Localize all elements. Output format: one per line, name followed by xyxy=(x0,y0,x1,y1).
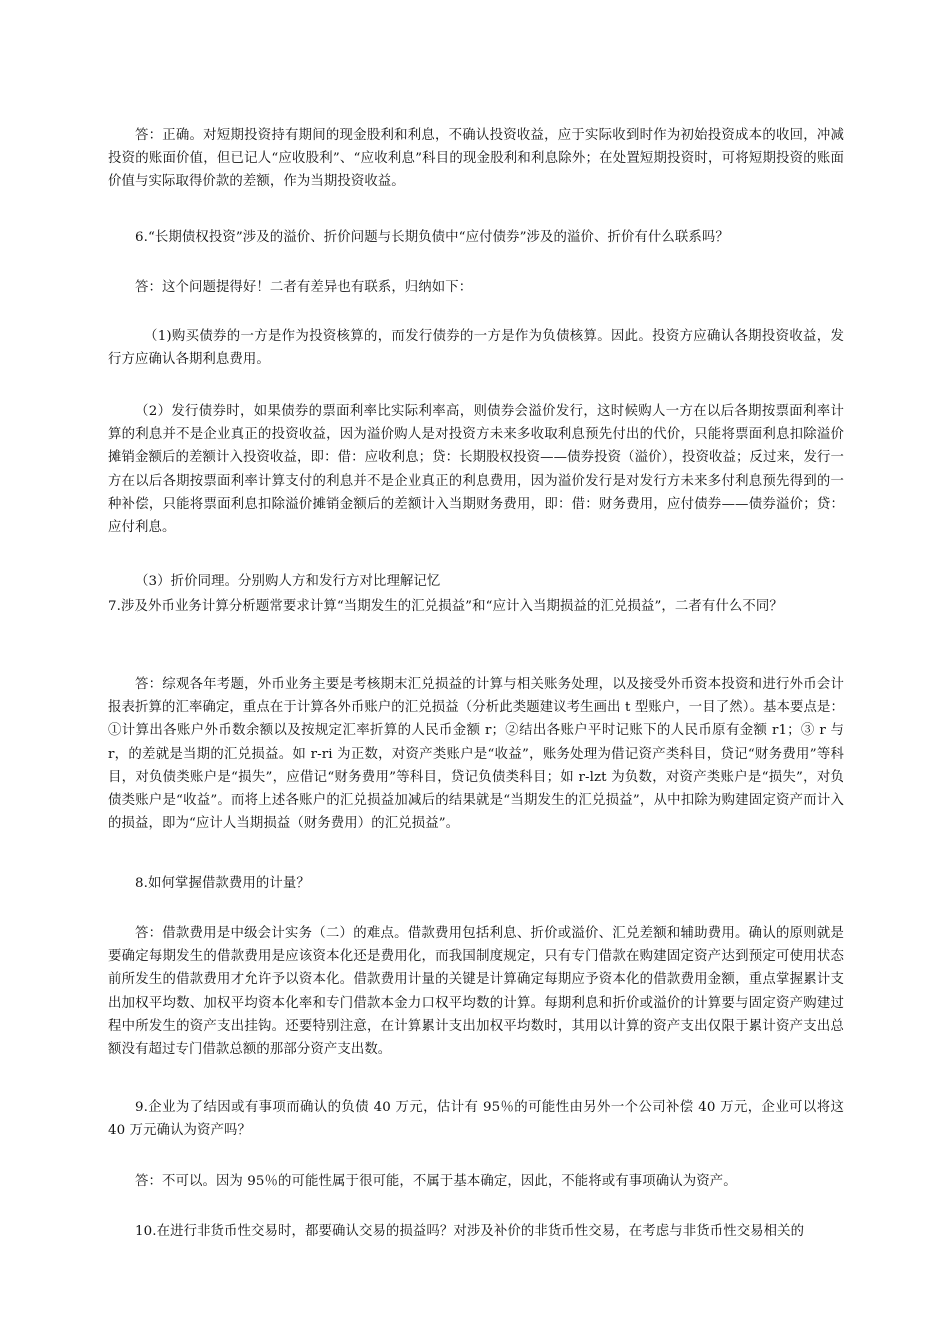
answer-6-point-2: （2）发行债券时，如果债券的票面利率比实际利率高，则债券会溢价发行，这时候购人一方在以后各期按票面利率计算的利息并不是企业真正的投资收益，因为溢价购人是对投资方未来多收取利息预先付出的代价，只能将票面利息扣除溢价摊销金额后的差额计入投资收益，即：借：应收利息；贷：长期股权投资——债券投资（溢价），投资收益；反过来，发行一方在以后各期按票面利率计算支付的利息并不是企业真正的利息费用，因为溢价发行是对发行方未来多付利息预先得到的一种补偿，只能将票面利息扣除溢价摊销金额后的差额计入当期财务费用，即：借：财务费用，应付债券——债券溢价；贷：应付利息。 xyxy=(108,404,844,536)
question-9: 9.企业为了结因或有事项而确认的负债 40 万元，估计有 95％的可能性由另外一个公司补偿 40 万元，企业可以将这 40 万元确认为资产吗？ xyxy=(108,1100,844,1139)
answer-6-point-1: （1)购买债券的一方是作为投资核算的，而发行债券的一方是作为负债核算。因此。投资方应确认各期投资收益，发行方应确认各期利息费用。 xyxy=(108,329,844,368)
answer-9: 答：不可以。因为 95％的可能性属于很可能，不属于基本确定，因此，不能将或有事项确认为资产。 xyxy=(135,1174,737,1189)
question-8: 8.如何掌握借款费用的计量？ xyxy=(135,876,310,891)
answer-6-intro: 答：这个问题提得好！二者有差异也有联系，归纳如下： xyxy=(135,280,473,295)
answer-6-point-3: （3）折价同理。分别购人方和发行方对比理解记忆 xyxy=(135,574,441,589)
answer-7: 答：综观各年考题，外币业务主要是考核期末汇兑损益的计算与相关账务处理，以及接受外币资本投资和进行外币会计报表折算的汇率确定，重点在于计算各外币账户的汇兑损益（分析此类题建议考生画出 t 型账户，一目了然）。基本要点是：①计算出各账户外币数余额以及按规定汇率折算的人民币金额 r；②结出各账户平时记账下的人民币原有金额 r1；③ r 与 r，的差就是当期的汇兑损益。如 r-ri 为正数，对资产类账户是“收益”，账务处理为借记资产类科目，贷记“财务费用”等科目，对负债类账户是“损失”，应借记“财务费用”等科目，贷记负债类科目；如 r-lzt 为负数，对资产类账户是“损失”，对负债类账户是“收益”。而将上述各账户的汇兑损益加减后的结果就是“当期发生的汇兑损益”，从中扣除为购建固定资产而计入的损益，即为“应计人当期损益（财务费用）的汇兑损益”。 xyxy=(108,677,844,832)
answer-short-term-investment: 答：正确。对短期投资持有期间的现金股利和利息，不确认投资收益，应于实际收到时作为初始投资成本的收回，冲减投资的账面价值，但已记人“应收股利”、“应收利息”科目的现金股利和利息除外；在处置短期投资时，可将短期投资的账面价值与实际取得价款的差额，作为当期投资收益。 xyxy=(108,128,844,190)
question-6: 6.“长期债权投资”涉及的溢价、折价问题与长期负债中“应付债券”涉及的溢价、折价有什么联系吗？ xyxy=(135,230,729,245)
question-10: 10.在进行非货币性交易时，都要确认交易的损益吗？对涉及补价的非货币性交易，在考虑与非货币性交易相关的 xyxy=(135,1224,805,1239)
answer-8: 答：借款费用是中级会计实务（二）的难点。借款费用包括利息、折价或溢价、汇兑差额和辅助费用。确认的原则就是要确定每期发生的借款费用是应该资本化还是费用化，而我国制度规定，只有专门借款在购建固定资产达到预定可使用状态前所发生的借款费用才允许予以资本化。借款费用计量的关键是计算确定每期应予资本化的借款费用金额，重点掌握累计支出加权平均数、加权平均资本化率和专门借款本金力口权平均数的计算。每期利息和折价或溢价的计算要与固定资产购建过程中所发生的资产支出挂钩。还要特别注意，在计算累计支出加权平均数时，其用以计算的资产支出仅限于累计资产支出总额没有超过专门借款总额的那部分资产支出数。 xyxy=(108,926,844,1058)
question-7: 7.涉及外币业务计算分析题常要求计算“当期发生的汇兑损益”和“应计入当期损益的汇兑损益”，二者有什么不同？ xyxy=(108,599,783,614)
